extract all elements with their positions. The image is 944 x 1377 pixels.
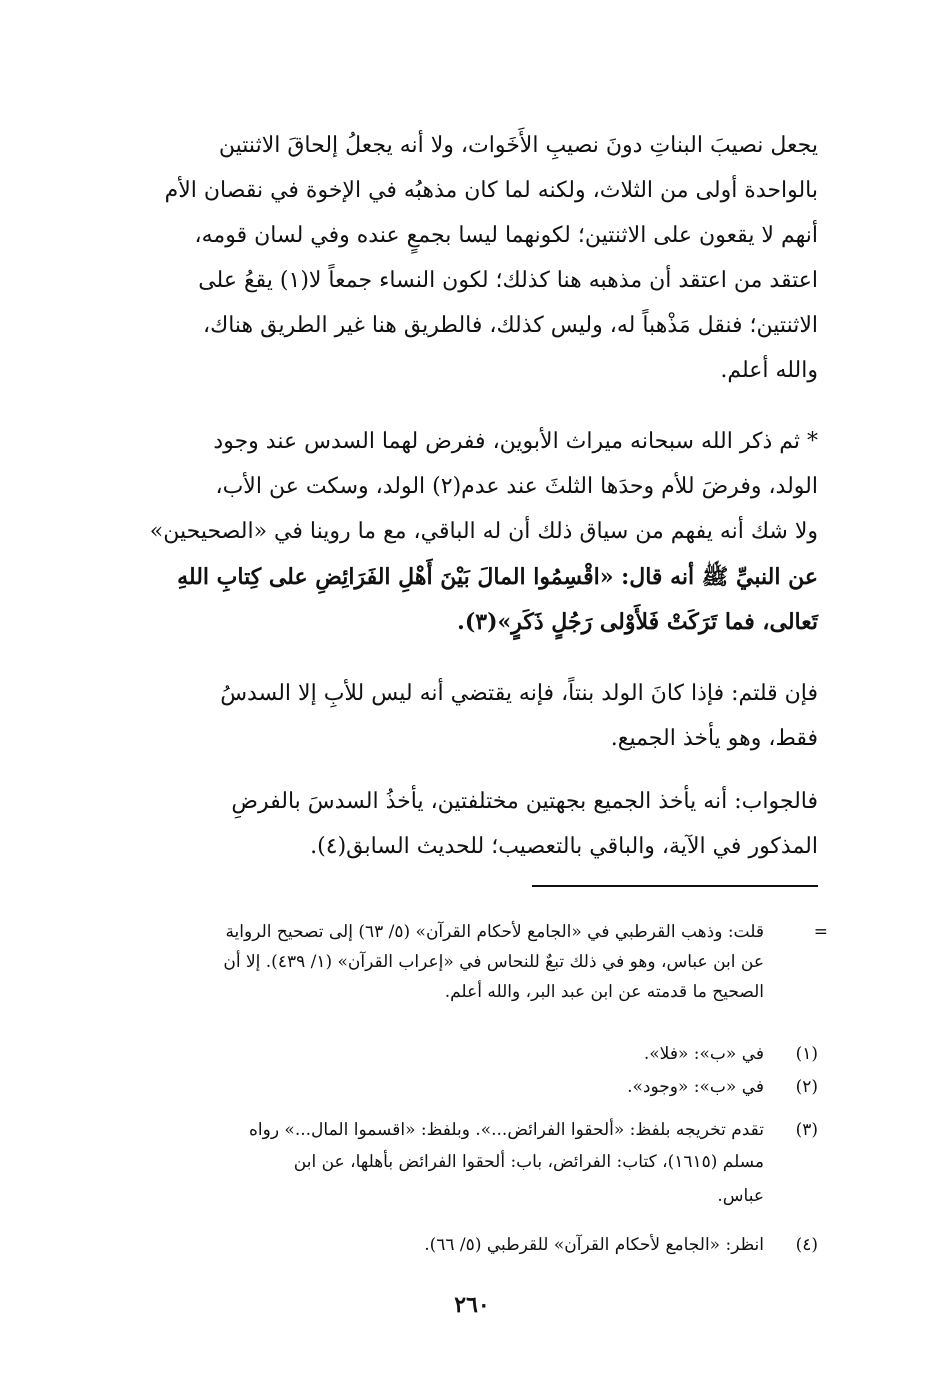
footnote-number: (١): [795, 1044, 818, 1064]
text-line: يجعل نصيبَ البناتِ دونَ نصيبِ الأَخَوات، ولا أنه يجعلُ إلحاقَ الاثنتين: [218, 133, 818, 158]
page-number: ٢٦٠: [454, 1292, 490, 1318]
footnote-number: (٢): [795, 1077, 818, 1097]
text-line: فقط، وهو يأخذ الجميع.: [610, 726, 818, 751]
text-line: اعتقد من اعتقد أن مذهبه هنا كذلك؛ لكون النساء جمعاً لا(١) يقعُ على: [198, 268, 818, 293]
footnote-line: انظر: «الجامع لأحكام القرآن» للقرطبي (٥/ ٦٦).: [424, 1235, 764, 1255]
text-line: بالواحدة أولى من الثلاث، ولكنه لما كان مذهبُه في الإخوة في نقصان الأم: [164, 178, 818, 203]
text-line: أنهم لا يقعون على الاثنتين؛ لكونهما ليسا بجمعٍ عنده وفي لسان قومه،: [194, 223, 818, 248]
hadith-line: عن النبيِّ ﷺ أنه قال: «اقْسِمُوا المالَ بَيْنَ أَهْلِ الفَرَائِضِ على كِتابِ اللهِ: [177, 564, 818, 590]
text-line: المذكور في الآية، والباقي بالتعصيب؛ للحديث السابق(٤).: [310, 834, 818, 859]
footnote-separator: [532, 885, 818, 887]
footnote-line: تقدم تخريجه بلفظ: «ألحقوا الفرائض...». وبلفظ: «اقسموا المال...» رواه: [248, 1120, 764, 1140]
footnote-line: عباس.: [717, 1186, 764, 1206]
footnote-line: في «ب»: «فلا».: [643, 1044, 764, 1064]
footnote-line: مسلم (١٦١٥)، كتاب: الفرائض، باب: ألحقوا الفرائض بأهلها، عن ابن: [293, 1152, 764, 1172]
text-line: الاثنتين؛ فنقل مَذْهباً له، وليس كذلك، فالطريق هنا غير الطريق هناك،: [202, 313, 818, 338]
text-line: فإن قلتم: فإذا كانَ الولد بنتاً، فإنه يقتضي أنه ليس للأبِ إلا السدسُ: [220, 681, 818, 706]
text-line: * ثم ذكر الله سبحانه ميراث الأبوين، ففرض لهما السدس عند وجود: [213, 429, 818, 454]
footnote-number: (٣): [795, 1120, 818, 1140]
text-line: ولا شك أنه يفهم من سياق ذلك أن له الباقي، مع ما روينا في «الصحيحين»: [149, 519, 818, 544]
text-line: والله أعلم.: [720, 358, 818, 383]
hadith-line: تَعالى، فما تَرَكَتْ فَلأَوْلى رَجُلٍ ذَكَرٍ»(٣).: [457, 609, 818, 635]
footnote-line: عن ابن عباس، وهو في ذلك تبعٌ للنحاس في «إعراب القرآن» (١/ ٤٣٩). إلا أن: [223, 952, 764, 972]
continuation-marker: =: [813, 922, 828, 942]
footnote-number: (٤): [795, 1235, 818, 1255]
text-line: فالجواب: أنه يأخذ الجميع بجهتين مختلفتين، يأخذُ السدسَ بالفرضِ: [231, 789, 818, 814]
footnote-line: قلت: وذهب القرطبي في «الجامع لأحكام القرآن» (٥/ ٦٣) إلى تصحيح الرواية: [225, 922, 764, 942]
footnote-line: في «ب»: «وجود».: [627, 1077, 764, 1097]
text-line: الولد، وفرضَ للأم وحدَها الثلثَ عند عدم(٢) الولد، وسكت عن الأب،: [215, 474, 818, 499]
footnote-line: الصحيح ما قدمته عن ابن عبد البر، والله أعلم.: [444, 982, 764, 1002]
